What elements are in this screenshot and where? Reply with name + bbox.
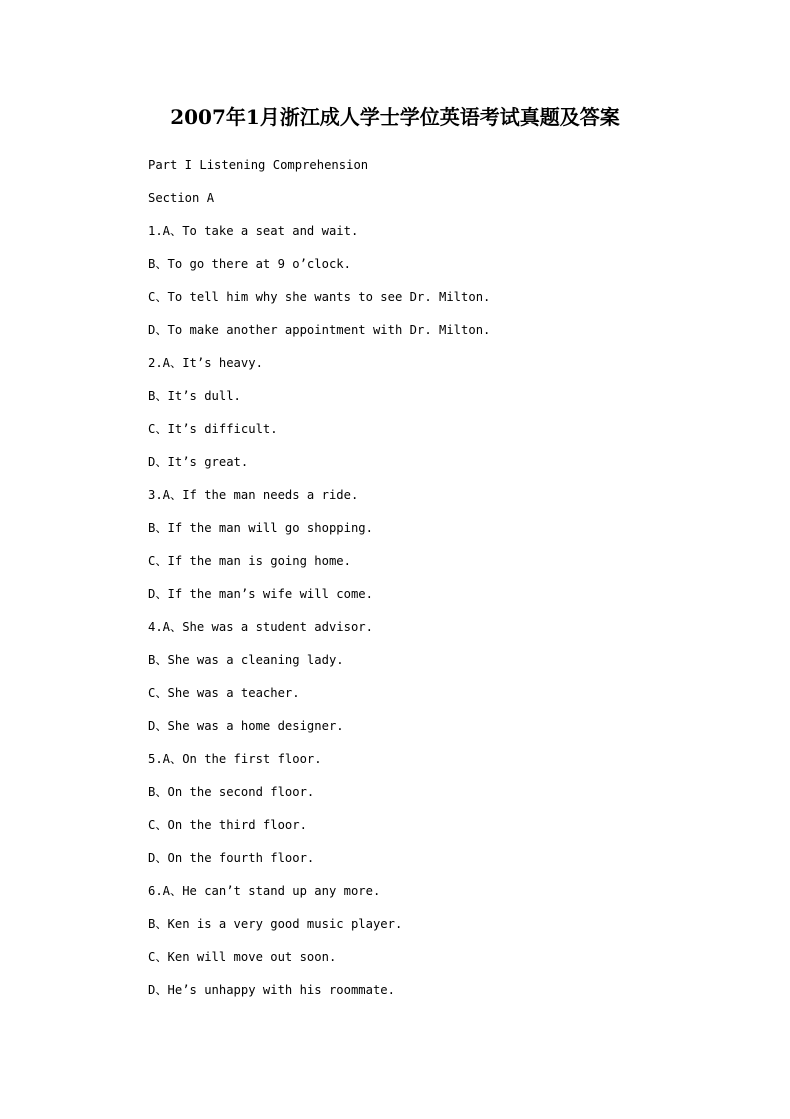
question-6-option-a: 6.A、He can’t stand up any more.: [148, 884, 381, 898]
question-3-option-d: D、If the man’s wife will come.: [148, 587, 373, 601]
question-6-option-b: B、Ken is a very good music player.: [148, 917, 403, 931]
question-5-option-b: B、On the second floor.: [148, 785, 315, 799]
question-1-option-d: D、To make another appointment with Dr. Milton.: [148, 323, 491, 337]
question-1-option-a: 1.A、To take a seat and wait.: [148, 224, 359, 238]
question-2-option-d: D、It’s great.: [148, 455, 249, 469]
question-1-option-b: B、To go there at 9 o’clock.: [148, 257, 351, 271]
question-5-option-c: C、On the third floor.: [148, 818, 307, 832]
question-4-option-d: D、She was a home designer.: [148, 719, 344, 733]
question-6-option-d: D、He’s unhappy with his roommate.: [148, 983, 395, 997]
question-3-option-c: C、If the man is going home.: [148, 554, 351, 568]
question-4-option-a: 4.A、She was a student advisor.: [148, 620, 373, 634]
section-heading-section-a: Section A: [148, 191, 215, 205]
question-5-option-a: 5.A、On the first floor.: [148, 752, 322, 766]
question-1-option-c: C、To tell him why she wants to see Dr. Milton.: [148, 290, 491, 304]
question-3-option-a: 3.A、If the man needs a ride.: [148, 488, 359, 502]
question-2-option-b: B、It’s dull.: [148, 389, 241, 403]
question-3-option-b: B、If the man will go shopping.: [148, 521, 373, 535]
question-5-option-d: D、On the fourth floor.: [148, 851, 315, 865]
question-2-option-c: C、It’s difficult.: [148, 422, 278, 436]
question-4-option-c: C、She was a teacher.: [148, 686, 300, 700]
question-4-option-b: B、She was a cleaning lady.: [148, 653, 344, 667]
question-6-option-c: C、Ken will move out soon.: [148, 950, 337, 964]
section-heading-part-i: Part I Listening Comprehension: [148, 158, 369, 172]
document-body: [148, 156, 748, 1014]
question-2-option-a: 2.A、It’s heavy.: [148, 356, 263, 370]
document-title: 2007年1月浙江成人学士学位英语考试真题及答案: [170, 105, 620, 129]
